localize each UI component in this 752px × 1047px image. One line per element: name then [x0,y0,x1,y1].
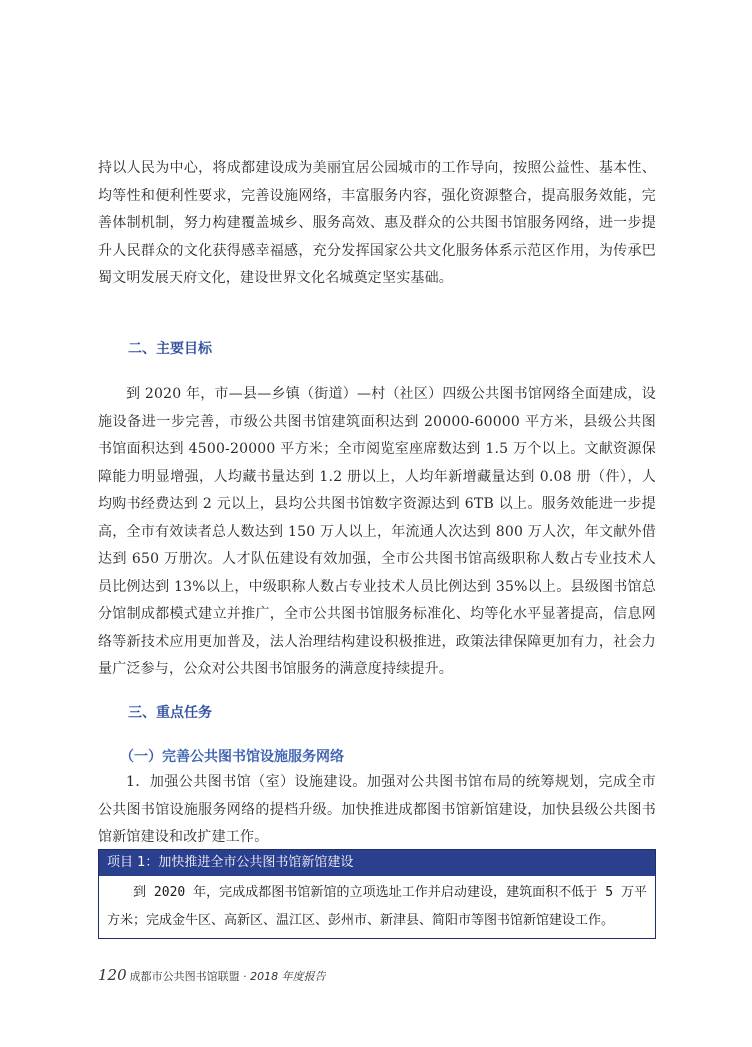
page-footer [98,966,326,984]
section-heading-key-tasks: 三、重点任务 [128,705,212,721]
project-box [98,849,656,939]
intro-paragraph: 持以人民为中心，将成都建设成为美丽宜居公园城市的工作导向，按照公益性、基本性、均等性和便利性要求，完善设施网络，丰富服务内容，强化资源整合，提高服务效能，完善体制机制，努力构建覆盖城乡、服务高效、惠及群众的公共图书馆服务网络，进一步提升人民群众的文化获得感幸福感，充分发挥国家公共文化服务体系示范区作用，为传承巴蜀文明发展天府文化，建设世界文化名城奠定坚实基础。 [98,160,656,286]
page-number: 120 [98,966,127,984]
section-heading-main-goals: 二、主要目标 [128,341,212,357]
subsection-heading-facility-network: （一）完善公共图书馆设施服务网络 [120,749,344,765]
project-body: 到 2020 年，完成成都图书馆新馆的立项选址工作并启动建设，建筑面积不低于 5 万平方米；完成金牛区、高新区、温江区、彭州市、新津县、简阳市等图书馆新馆建设工作。 [107,885,647,928]
goals-paragraph: 到 2020 年，市—县—乡镇（街道）—村（社区）四级公共图书馆网络全面建成，设施设备进一步完善，市级公共图书馆建筑面积达到 20000-60000 平方米，县级公共图书馆面积达到 4500-20000 平方米；全市阅览室座席数达到 1.5 万个以上。文献资源保障能力明显增强，人均藏书量达到 1.2 册以上，人均年新增藏量达到 0.08 册（件），人均购书经费达到 2 元以上，县均公共图书馆数字资源达到 6TB 以上。服务效能进一步提高，全市有效读者总人数达到 150 万人以上，年流通人次达到 800 万人次，年文献外借达到 650 万册次。人才队伍建设有效加强，全市公共图书馆高级职称人数占专业技术人员比例达到 13%以上，中级职称人数占专业技术人员比例达到 35%以上。县级图书馆总分馆制成都模式建立并推广，全市公共图书馆服务标准化、均等化水平显著提高，信息网络等新技术应用更加普及，法人治理结构建设积极推进，政策法律保障更加有力，社会力量广泛参与，公众对公共图书馆服务的满意度持续提升。 [98,386,656,677]
publication-name: 成都市公共图书馆联盟 · [129,970,251,983]
report-name: 2018 年度报告 [250,970,326,983]
project-title: 项目 1：加快推进全市公共图书馆新馆建设 [99,850,655,876]
task-paragraph: 1．加强公共图书馆（室）设施建设。加强对公共图书馆布局的统筹规划，完成全市公共图书馆设施服务网络的提档升级。加快推进成都图书馆新馆建设，加快县级公共图书馆新馆建设和改扩建工作。 [98,774,656,845]
